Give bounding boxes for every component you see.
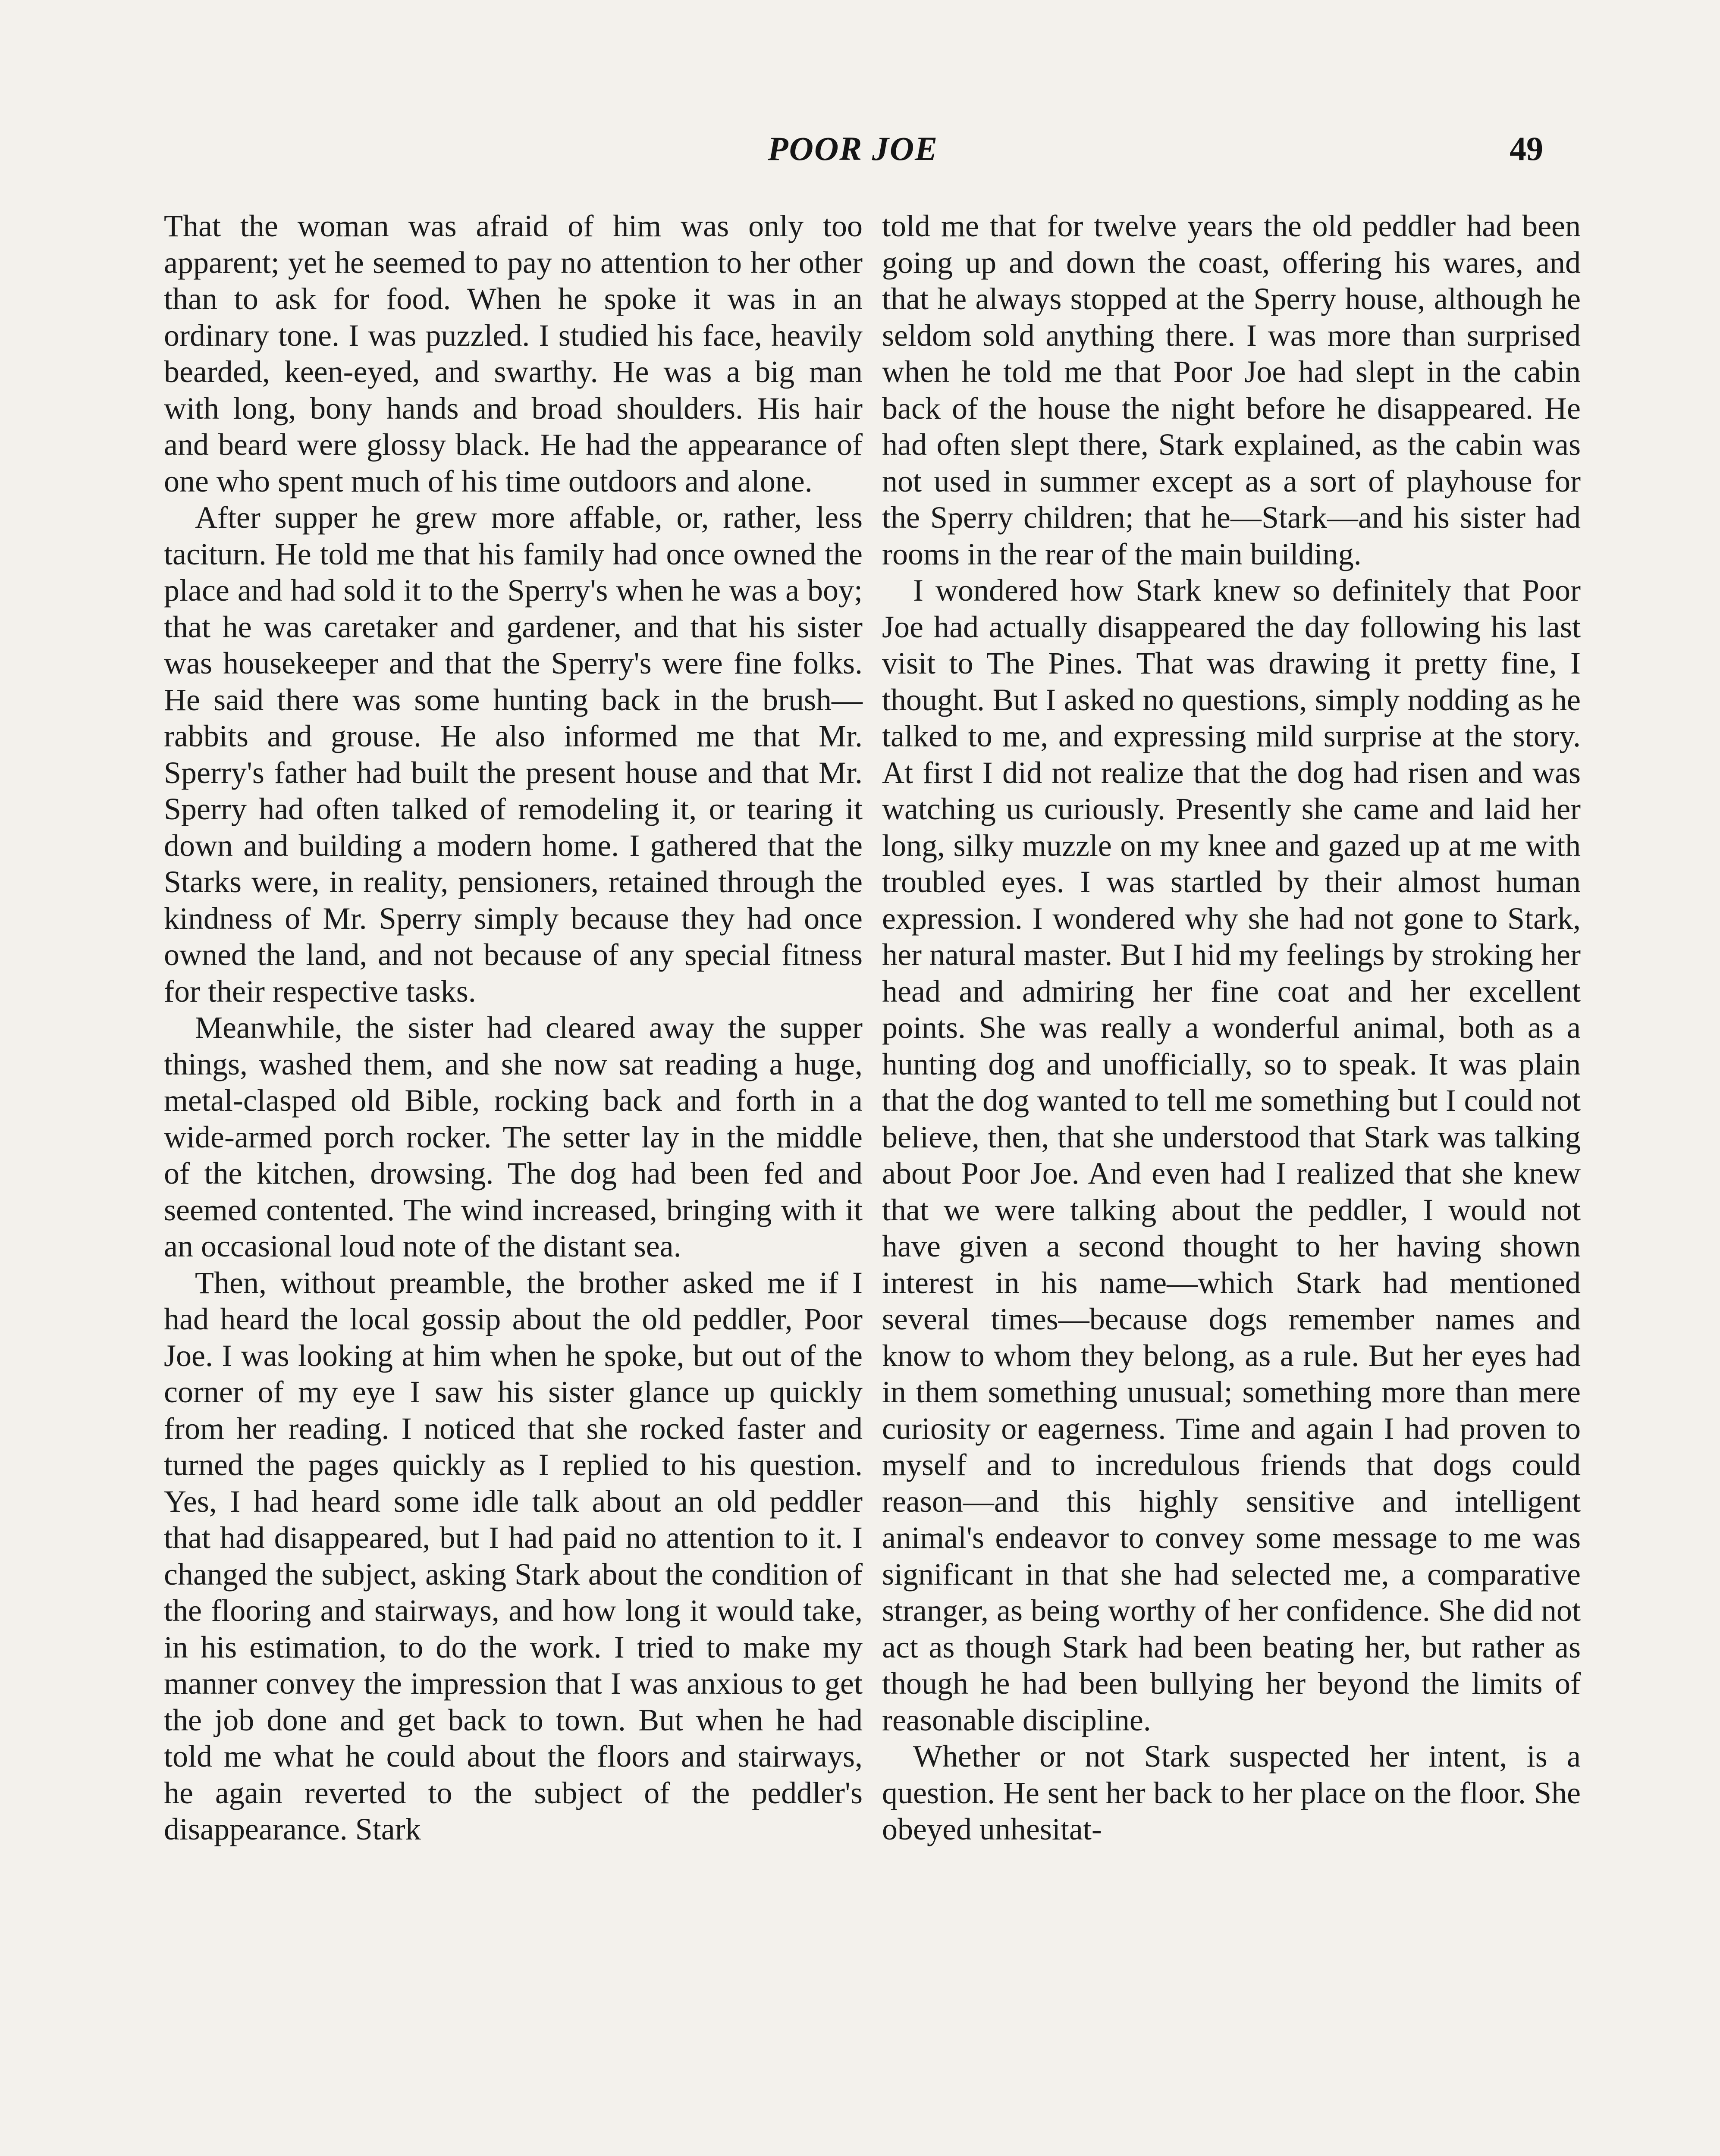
paragraph: told me that for twelve years the old peddler had been going up and down the coast, offering his wares, and that he always stopped at the Sperry house, although he seldom sold anything there. I was more than surprised when he told me that Poor Joe had slept in the cabin back of the house the night before he disappeared. He had often slept there, Stark explained, as the cabin was not used in summer except as a sort of playhouse for the Sperry children; that he—Stark—and his sister had rooms in the rear of the main building. (882, 209, 1581, 571)
left-column (164, 208, 863, 1848)
right-column (882, 208, 1581, 1848)
paragraph: Whether or not Stark suspected her intent, is a question. He sent her back to her place on the floor. She obeyed unhesitat- (882, 1739, 1581, 1846)
paragraph: I wondered how Stark knew so definitely that Poor Joe had actually disappeared the day following his last visit to The Pines. That was drawing it pretty fine, I thought. But I asked no questions, simply nodding as he talked to me, and expressing mild surprise at the story. At first I did not realize that the dog had risen and was watching us curiously. Presently she came and laid her long, silky muzzle on my knee and gazed up at me with troubled eyes. I was startled by their almost human expression. I wondered why she had not gone to Stark, her natural master. But I hid my feelings by stroking her head and admiring her fine coat and her excellent points. She was really a wonderful animal, both as a hunting dog and unofficially, so to speak. It was plain that the dog wanted to tell me something but I could not believe, then, that she understood that Stark was talking about Poor Joe. And even had I realized that she knew that we were talking about the peddler, I would not have given a second thought to her having shown interest in his name—which Stark had mentioned several times—because dogs remember names and know to whom they belong, as a rule. But her eyes had in them something unusual; something more than mere curiosity or eagerness. Time and again I had proven to myself and to incredulous friends that dogs could reason—and this highly sensitive and intelligent animal's endeavor to convey some message to me was significant in that she had selected me, a comparative stranger, as being worthy of her confidence. She did not act as though Stark had been beating her, but rather as though he had been bullying her beyond the limits of reasonable discipline. (882, 573, 1581, 1737)
running-head-title: POOR JOE (768, 130, 938, 167)
paragraph: After supper he grew more affable, or, rather, less taciturn. He told me that his family had once owned the place and had sold it to the Sperry's when he was a boy; that he was caretaker and gardener, and that his sister was housekeeper and that the Sperry's were fine folks. He said there was some hunting back in the brush—rabbits and grouse. He also informed me that Mr. Sperry's father had built the present house and that Mr. Sperry had often talked of remodeling it, or tearing it down and building a modern home. I gathered that the Starks were, in reality, pensioners, retained through the kindness of Mr. Sperry simply because they had once owned the land, and not because of any special fitness for their respective tasks. (164, 500, 863, 1009)
paragraph: Meanwhile, the sister had cleared away the supper things, washed them, and she now sat reading a huge, metal-clasped old Bible, rocking back and forth in a wide-armed porch rocker. The setter lay in the middle of the kitchen, drowsing. The dog had been fed and seemed contented. The wind increased, bringing with it an occasional loud note of the distant sea. (164, 1010, 863, 1263)
paragraph: Then, without preamble, the brother asked me if I had heard the local gossip about the old peddler, Poor Joe. I was looking at him when he spoke, but out of the corner of my eye I saw his sister glance up quickly from her reading. I noticed that she rocked faster and turned the pages quickly as I replied to his question. Yes, I had heard some idle talk about an old peddler that had disappeared, but I had paid no attention to it. I changed the subject, asking Stark about the condition of the flooring and stairways, and how long it would take, in his estimation, to do the work. I tried to make my manner convey the impression that I was anxious to get the job done and get back to town. But when he had told me what he could about the floors and stairways, he again reverted to the subject of the peddler's disappearance. Stark (164, 1265, 863, 1846)
page-number: 49 (1510, 130, 1543, 167)
paragraph: That the woman was afraid of him was only too apparent; yet he seemed to pay no attention to her other than to ask for food. When he spoke it was in an ordinary tone. I was puzzled. I studied his face, heavily bearded, keen-eyed, and swarthy. He was a big man with long, bony hands and broad shoulders. His hair and beard were glossy black. He had the appearance of one who spent much of his time outdoors and alone. (164, 209, 863, 498)
